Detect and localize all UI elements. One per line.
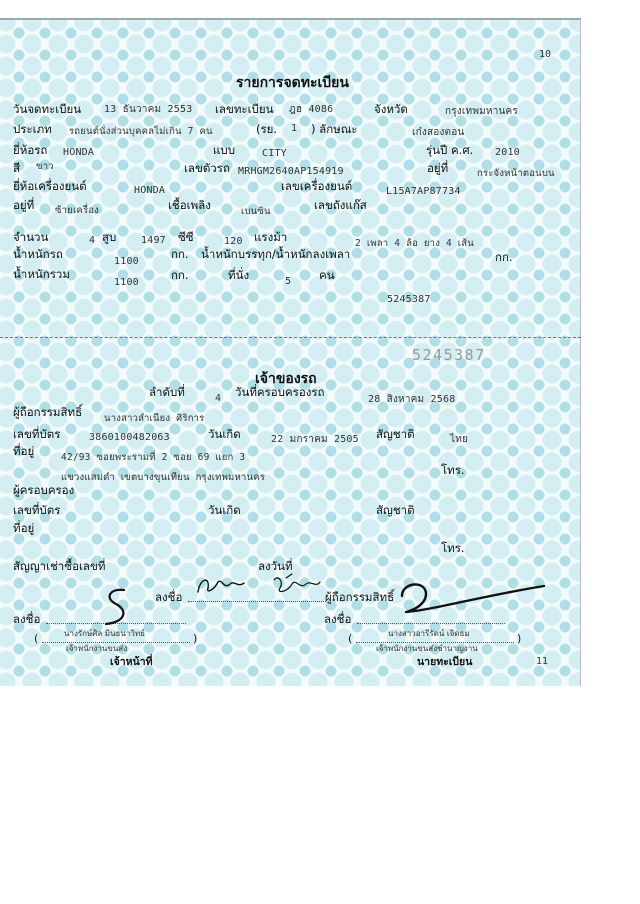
chassis-label: เลขตัวรถ [184, 161, 230, 175]
seats-value: 5 [285, 276, 292, 287]
address-line-2: แขวงแสมดำ เขตบางขุนเทียน กรุงเทพมหานคร [61, 472, 266, 483]
officer-paren-close: ) [193, 632, 198, 645]
engine-location-value: ซ้ายเครื่อง [55, 205, 99, 216]
address-label: ที่อยู่ [13, 444, 35, 458]
registrar-paren-open: ( [348, 632, 353, 645]
owner-sign-label: ลงชื่อ [155, 590, 183, 604]
officer-role: เจ้าหน้าที่ [110, 656, 153, 668]
load-label: น้ำหนักบรรทุก/น้ำหนักลงเพลา [201, 247, 351, 261]
phone-label: โทร. [441, 463, 465, 477]
seats-label: ที่นั่ง [228, 268, 250, 282]
engine-number-value: L15A7AP87734 [386, 186, 461, 197]
weight-value: 1100 [114, 256, 139, 267]
rs-label: (รย. [256, 122, 278, 136]
chassis-location-value: กระจังหน้าตอนบน [477, 168, 555, 179]
rs-value: 1 [291, 123, 298, 134]
registrar-paren-close: ) [517, 632, 522, 645]
gas-tank-label: เลขถังแก๊ส [314, 198, 367, 212]
possessor-label: ผู้ครอบครอง [13, 483, 75, 497]
province-label: จังหวัด [374, 102, 408, 116]
address-line-1: 42/93 ซอยพระรามที่ 2 ซอย 69 แยก 3 [61, 452, 246, 463]
birth-date-label: วันเกิด [208, 427, 241, 441]
chassis-location-label: อยู่ที่ [427, 161, 449, 175]
reg-date-value: 13 ธันวาคม 2553 [104, 104, 193, 115]
cylinders-label: สูบ [102, 230, 117, 244]
possessor-address-label: ที่อยู่ [13, 521, 35, 535]
make-label: ยี่ห้อรถ [13, 143, 48, 157]
cc-value: 1497 [141, 235, 166, 246]
fuel-value: เบนซิน [241, 206, 271, 217]
document-number: 5245387 [387, 294, 431, 305]
officer-sign-label: ลงชื่อ [13, 612, 41, 626]
lease-date-label: ลงวันที่ [258, 559, 293, 573]
registrar-position: เจ้าพนักงานขนส่งชำนาญงาน [376, 644, 478, 653]
document-number-faded: 5245387 [412, 346, 486, 364]
chassis-value: MRHGM2640AP154919 [238, 166, 344, 177]
plate-label: เลขทะเบียน [215, 102, 274, 116]
owner-label: ผู้ถือกรรมสิทธิ์ [13, 405, 83, 419]
type-label: ประเภท [13, 122, 52, 136]
officer-name: นางรักษ์ศิล มินธนาวิทย์ [64, 629, 145, 638]
page-fold-line [0, 337, 581, 338]
gross-weight-label: น้ำหนักรวม [13, 267, 70, 281]
possessor-id-label: เลขที่บัตร [13, 503, 61, 517]
engine-number-label: เลขเครื่องยนต์ [281, 179, 353, 193]
id-card-value: 3860100482063 [89, 432, 170, 443]
engine-make-label: ยี่ห้อเครื่องยนต์ [13, 179, 87, 193]
page-top-edge [0, 18, 581, 20]
load-unit: กก. [495, 250, 513, 264]
registrar-sign-label: ลงชื่อ [324, 612, 352, 626]
officer-paren-open: ( [34, 632, 39, 645]
owner-heading: เจ้าของรถ [255, 371, 317, 387]
seats-unit: คน [319, 268, 335, 282]
possession-date-label: วันที่ครอบครองรถ [235, 385, 325, 399]
province-value: กรุงเทพมหานคร [445, 106, 519, 117]
year-label: รุ่นปี ค.ศ. [426, 143, 474, 157]
model-label: แบบ [213, 143, 236, 157]
id-card-label: เลขที่บัตร [13, 427, 61, 441]
nationality-value: ไทย [450, 434, 469, 445]
nationality-label: สัญชาติ [376, 427, 415, 441]
cylinders-value: 4 [89, 235, 96, 246]
plate-value: ฎฮ 4086 [289, 104, 334, 115]
officer-position: เจ้าพนักงานขนส่ง [66, 644, 128, 653]
registrar-name: นางสาวอารีรัตน์ เจิดธม [388, 629, 470, 638]
reg-date-label: วันจดทะเบียน [13, 102, 82, 116]
model-value: CITY [262, 148, 287, 159]
page-bottom-number: 11 [536, 656, 549, 667]
registrar-role: นายทะเบียน [417, 656, 473, 668]
gross-weight-unit: กก. [171, 268, 189, 282]
possessor-birth-label: วันเกิด [208, 503, 241, 517]
axle-value: 2 เพลา 4 ล้อ ยาง 4 เส้น [355, 238, 474, 249]
possession-date-value: 28 สิงหาคม 2568 [368, 394, 456, 405]
cc-label: ซีซี [178, 230, 194, 244]
registration-heading: รายการจดทะเบียน [236, 75, 349, 91]
registrar-signature-icon [392, 574, 552, 624]
count-label: จำนวน [13, 230, 49, 244]
horsepower-label: แรงม้า [254, 230, 288, 244]
possessor-phone-label: โทร. [441, 541, 465, 555]
char-label: ) ลักษณะ [311, 122, 358, 136]
make-value: HONDA [63, 147, 95, 158]
possessor-nationality-label: สัญชาติ [376, 503, 415, 517]
owner-name: นางสาวลำเนียง ศิริการ [104, 413, 205, 424]
engine-make-value: HONDA [134, 185, 166, 196]
order-value: 4 [215, 393, 222, 404]
birth-date-value: 22 มกราคม 2505 [271, 434, 359, 445]
owner-signature-icon [192, 568, 332, 602]
weight-label: น้ำหนักรถ [13, 247, 63, 261]
char-value: เก๋งสองตอน [412, 127, 465, 138]
type-value: รถยนต์นั่งส่วนบุคคลไม่เกิน 7 คน [69, 126, 213, 137]
lease-number-label: สัญญาเช่าซื้อเลขที่ [13, 559, 106, 573]
gross-weight-value: 1100 [114, 277, 139, 288]
fuel-label: เชื้อเพลิง [168, 198, 211, 212]
color-label: สี [13, 161, 21, 175]
engine-location-label: อยู่ที่ [13, 198, 35, 212]
year-value: 2010 [495, 147, 520, 158]
order-label: ลำดับที่ [149, 385, 185, 399]
officer-signature-icon [96, 584, 136, 632]
page-top-number: 10 [539, 49, 552, 60]
weight-unit: กก. [171, 247, 189, 261]
color-value: ขาว [36, 161, 54, 172]
horsepower-value: 120 [224, 236, 243, 247]
owner-sign-role: ผู้ถือกรรมสิทธิ์ [325, 590, 395, 604]
